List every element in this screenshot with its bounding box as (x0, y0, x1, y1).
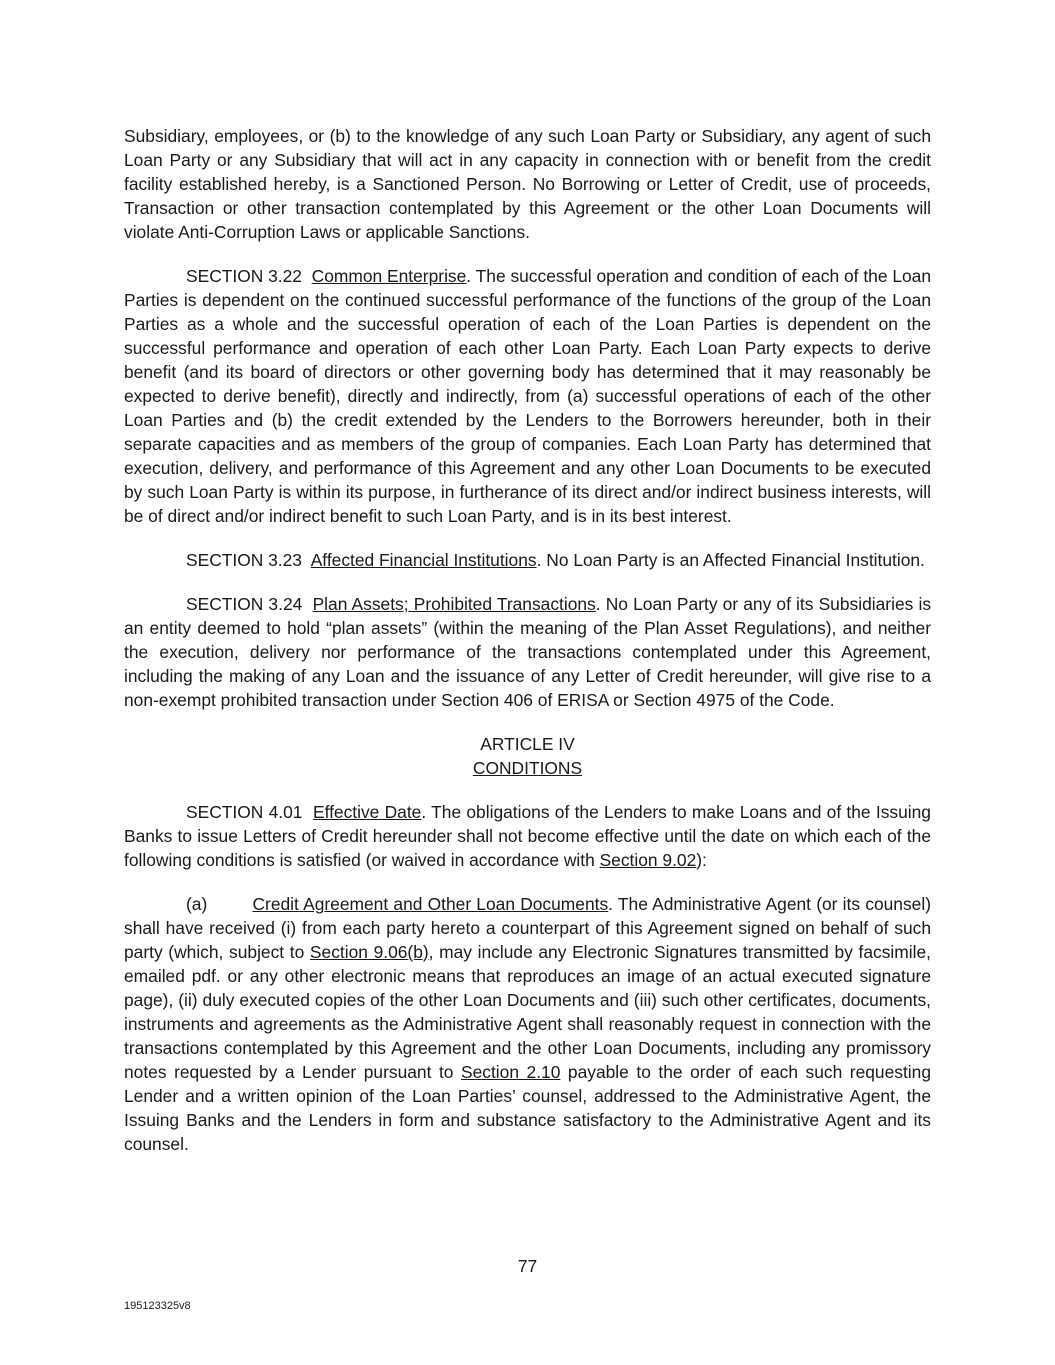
section-heading: Plan Assets; Prohibited Transactions (312, 594, 596, 614)
section-reference: Section 2.10 (461, 1062, 561, 1082)
paragraph-continued (124, 124, 931, 244)
section-3-22 (124, 264, 931, 528)
section-text: . The successful operation and condition of each of the Loan Parties is dependent on the continued successful performance of the functions of the group of the Loan Parties as a whole and the successful operation of each of the Loan Parties is dependent on the successful performance and operation of each other Loan Party. Each Loan Party expects to derive benefit (and its board of directors or other governing body has determined that it may reasonably be expected to derive benefit), directly and indirectly, from (a) successful operations of each of the other Loan Parties and (b) the credit extended by the Lenders to the Borrowers hereunder, both in their separate capacities and as members of the group of companies. Each Loan Party has determined that execution, delivery, and performance of this Agreement and any other Loan Documents to be executed by such Loan Party is within its purpose, in furtherance of its direct and/or indirect business interests, will be of direct and/or indirect benefit to such Loan Party, and is in its best interest. (124, 266, 932, 526)
section-heading: Effective Date (312, 802, 422, 822)
section-4-01 (124, 800, 931, 872)
section-3-24 (124, 592, 931, 712)
document-id: 195123325v8 (124, 1300, 191, 1312)
section-text: . No Loan Party or any of its Subsidiaries is an entity deemed to hold “plan assets” (within the meaning of the Plan Asset Regulations), and neither the execution, delivery nor performance of the transactions contemplated under this Agreement, including the making of any Loan and the issuance of any Letter of Credit hereunder, will give rise to a non-exempt prohibited transaction under Section 406 of ERISA or Section 4975 of the Code. (124, 594, 932, 710)
paragraph-text: , may include any Electronic Signatures transmitted by facsimile, emailed pdf. or any other electronic means that reproduces an image of an actual executed signature page), (ii) duly executed copies of the other Loan Documents and (iii) such other certificates, documents, instruments and agreements as the Administrative Agent shall reasonably request in connection with the transactions contemplated by this Agreement and the other Loan Documents, including any promissory notes requested by a Lender pursuant to (124, 942, 931, 1082)
article-title: CONDITIONS (472, 758, 583, 778)
paragraph-text: . The Administrative Agent (or its counsel) shall have received (i) from each party hereto a counterpart of this Agreement signed on behalf of such party (which, subject to (124, 894, 932, 962)
paragraph-heading: Credit Agreement and Other Loan Documents (252, 894, 609, 914)
paragraph-marker: (a) (186, 894, 208, 914)
section-text-end: ): (696, 850, 707, 870)
section-label: SECTION 3.23 (186, 550, 302, 570)
article-number: ARTICLE IV (480, 734, 575, 754)
document-page (124, 124, 931, 1176)
paragraph-text: Subsidiary, employees, or (b) to the knowledge of any such Loan Party or Subsidiary, any agent of such Loan Party or any Subsidiary that will act in any capacity in connection with or benefit from the credit facility established hereby, is a Sanctioned Person. No Borrowing or Letter of Credit, use of proceeds, Transaction or other transaction contemplated by this Agreement or the other Loan Documents will violate Anti-Corruption Laws or applicable Sanctions. (124, 126, 931, 242)
section-heading: Affected Financial Institutions (310, 550, 537, 570)
section-3-23 (124, 548, 931, 572)
section-reference: Section 9.02 (599, 850, 697, 870)
paragraph-text: payable to the order of each such requesting Lender and a written opinion of the Loan Parties’ counsel, addressed to the Administrative Agent, the Issuing Banks and the Lenders in form and substance satisfactory to the Administrative Agent and its counsel. (124, 1062, 932, 1154)
section-text: . The obligations of the Lenders to make Loans and of the Issuing Banks to issue Letters of Credit hereunder shall not become effective until the date on which each of the following conditions is satisfied (or waived in accordance with (124, 802, 931, 870)
section-label: SECTION 4.01 (186, 802, 303, 822)
section-text: . No Loan Party is an Affected Financial Institution. (536, 550, 925, 570)
section-reference: Section 9.06(b) (309, 942, 429, 962)
section-label: SECTION 3.22 (186, 266, 302, 286)
section-heading: Common Enterprise (311, 266, 467, 286)
section-label: SECTION 3.24 (186, 594, 303, 614)
page-number: 77 (517, 1256, 538, 1276)
article-heading (124, 732, 931, 780)
paragraph-a (124, 892, 931, 1156)
